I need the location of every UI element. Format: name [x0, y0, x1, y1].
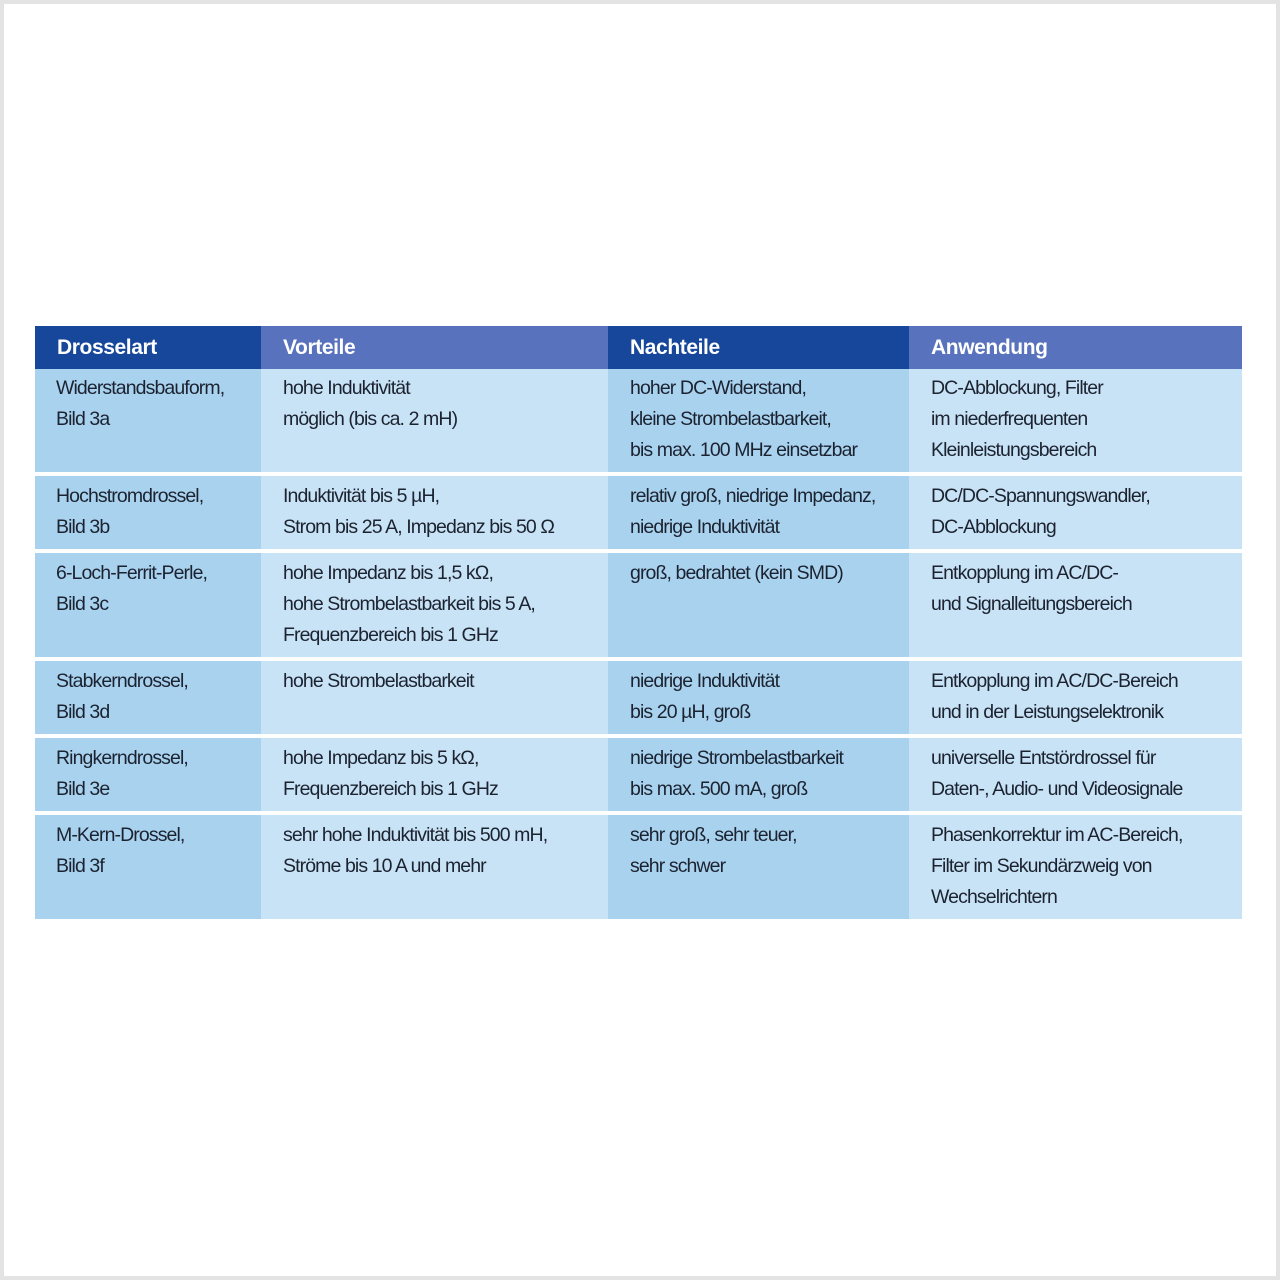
- cell-text-line: hohe Strombelastbarkeit bis 5 A,: [283, 593, 535, 615]
- cell-text-line: hohe Strombelastbarkeit: [283, 670, 474, 692]
- cell-text-line: sehr groß, sehr teuer,: [630, 824, 797, 846]
- cell-text-line: DC/DC-Spannungswandler,: [931, 485, 1150, 507]
- cell-text-line: Hochstromdrossel,: [56, 485, 204, 507]
- cell-text-line: groß, bedrahtet (kein SMD): [630, 562, 843, 584]
- cell-text-line: und Signalleitungsbereich: [931, 593, 1132, 615]
- cell-text-line: niedrige Induktivität: [630, 516, 780, 538]
- cell-text-line: hohe Impedanz bis 1,5 kΩ,: [283, 562, 493, 584]
- cell-vorteile: [261, 551, 608, 659]
- cell-text-line: 6-Loch-Ferrit-Perle,: [56, 562, 208, 584]
- header-vorteile: Vorteile: [261, 326, 608, 369]
- cell-text-line: Frequenzbereich bis 1 GHz: [283, 778, 498, 800]
- table-body: [35, 369, 1242, 919]
- cell-drosselart: [35, 736, 261, 813]
- header-nachteile: Nachteile: [608, 326, 909, 369]
- cell-text-line: kleine Strombelastbarkeit,: [630, 408, 831, 430]
- cell-text-line: Strom bis 25 A, Impedanz bis 50 Ω: [283, 516, 555, 538]
- cell-text-line: Widerstandsbauform,: [56, 377, 225, 399]
- cell-vorteile: [261, 813, 608, 919]
- cell-text-line: Ringkerndrossel,: [56, 747, 188, 769]
- cell-text-line: bis max. 500 mA, groß: [630, 778, 808, 800]
- cell-nachteile: [608, 369, 909, 474]
- cell-text-line: Bild 3d: [56, 701, 110, 723]
- table-row: [35, 369, 1242, 474]
- cell-text-line: niedrige Strombelastbarkeit: [630, 747, 844, 769]
- cell-vorteile: [261, 659, 608, 736]
- cell-nachteile: [608, 736, 909, 813]
- cell-text-line: Kleinleistungsbereich: [931, 439, 1097, 461]
- cell-text-line: hoher DC-Widerstand,: [630, 377, 806, 399]
- header-anwendung: Anwendung: [909, 326, 1242, 369]
- choke-comparison-table-wrapper: [35, 326, 1242, 919]
- table-row: [35, 813, 1242, 919]
- cell-text-line: universelle Entstördrossel für: [931, 747, 1156, 769]
- cell-vorteile: [261, 474, 608, 551]
- cell-text-line: bis 20 µH, groß: [630, 701, 751, 723]
- cell-text-line: Bild 3e: [56, 778, 110, 800]
- cell-anwendung: [909, 813, 1242, 919]
- cell-text-line: sehr hohe Induktivität bis 500 mH,: [283, 824, 548, 846]
- table-row: [35, 551, 1242, 659]
- cell-text-line: Frequenzbereich bis 1 GHz: [283, 624, 498, 646]
- cell-anwendung: [909, 659, 1242, 736]
- cell-text-line: Stabkerndrossel,: [56, 670, 188, 692]
- header-drosselart: Drosselart: [35, 326, 261, 369]
- cell-text-line: bis max. 100 MHz einsetzbar: [630, 439, 858, 461]
- cell-vorteile: [261, 736, 608, 813]
- cell-text-line: M-Kern-Drossel,: [56, 824, 185, 846]
- cell-nachteile: [608, 813, 909, 919]
- cell-text-line: Induktivität bis 5 µH,: [283, 485, 440, 507]
- header-row: [35, 326, 1242, 369]
- table-header: [35, 326, 1242, 369]
- cell-text-line: möglich (bis ca. 2 mH): [283, 408, 458, 430]
- cell-nachteile: [608, 659, 909, 736]
- table-row: [35, 474, 1242, 551]
- cell-text-line: Bild 3c: [56, 593, 109, 615]
- cell-text-line: Bild 3a: [56, 408, 110, 430]
- cell-nachteile: [608, 551, 909, 659]
- cell-anwendung: [909, 369, 1242, 474]
- cell-anwendung: [909, 474, 1242, 551]
- cell-text-line: DC-Abblockung, Filter: [931, 377, 1103, 399]
- cell-text-line: niedrige Induktivität: [630, 670, 780, 692]
- cell-text-line: Entkopplung im AC/DC-: [931, 562, 1119, 584]
- table-row: [35, 659, 1242, 736]
- choke-comparison-table: [35, 326, 1242, 919]
- cell-text-line: und in der Leistungselektronik: [931, 701, 1164, 723]
- table-row: [35, 736, 1242, 813]
- cell-text-line: hohe Impedanz bis 5 kΩ,: [283, 747, 479, 769]
- cell-drosselart: [35, 474, 261, 551]
- cell-drosselart: [35, 551, 261, 659]
- cell-drosselart: [35, 369, 261, 474]
- cell-anwendung: [909, 736, 1242, 813]
- cell-text-line: im niederfrequenten: [931, 408, 1088, 430]
- cell-drosselart: [35, 813, 261, 919]
- cell-text-line: Daten-, Audio- und Videosignale: [931, 778, 1183, 800]
- cell-drosselart: [35, 659, 261, 736]
- cell-anwendung: [909, 551, 1242, 659]
- cell-text-line: Bild 3f: [56, 855, 104, 877]
- cell-text-line: Entkopplung im AC/DC-Bereich: [931, 670, 1178, 692]
- cell-text-line: Phasenkorrektur im AC-Bereich,: [931, 824, 1183, 846]
- cell-vorteile: [261, 369, 608, 474]
- cell-text-line: sehr schwer: [630, 855, 726, 877]
- cell-nachteile: [608, 474, 909, 551]
- cell-text-line: Wechselrichtern: [931, 886, 1057, 908]
- cell-text-line: Filter im Sekundärzweig von: [931, 855, 1152, 877]
- cell-text-line: Ströme bis 10 A und mehr: [283, 855, 486, 877]
- cell-text-line: relativ groß, niedrige Impedanz,: [630, 485, 876, 507]
- cell-text-line: Bild 3b: [56, 516, 110, 538]
- cell-text-line: DC-Abblockung: [931, 516, 1056, 538]
- cell-text-line: hohe Induktivität: [283, 377, 410, 399]
